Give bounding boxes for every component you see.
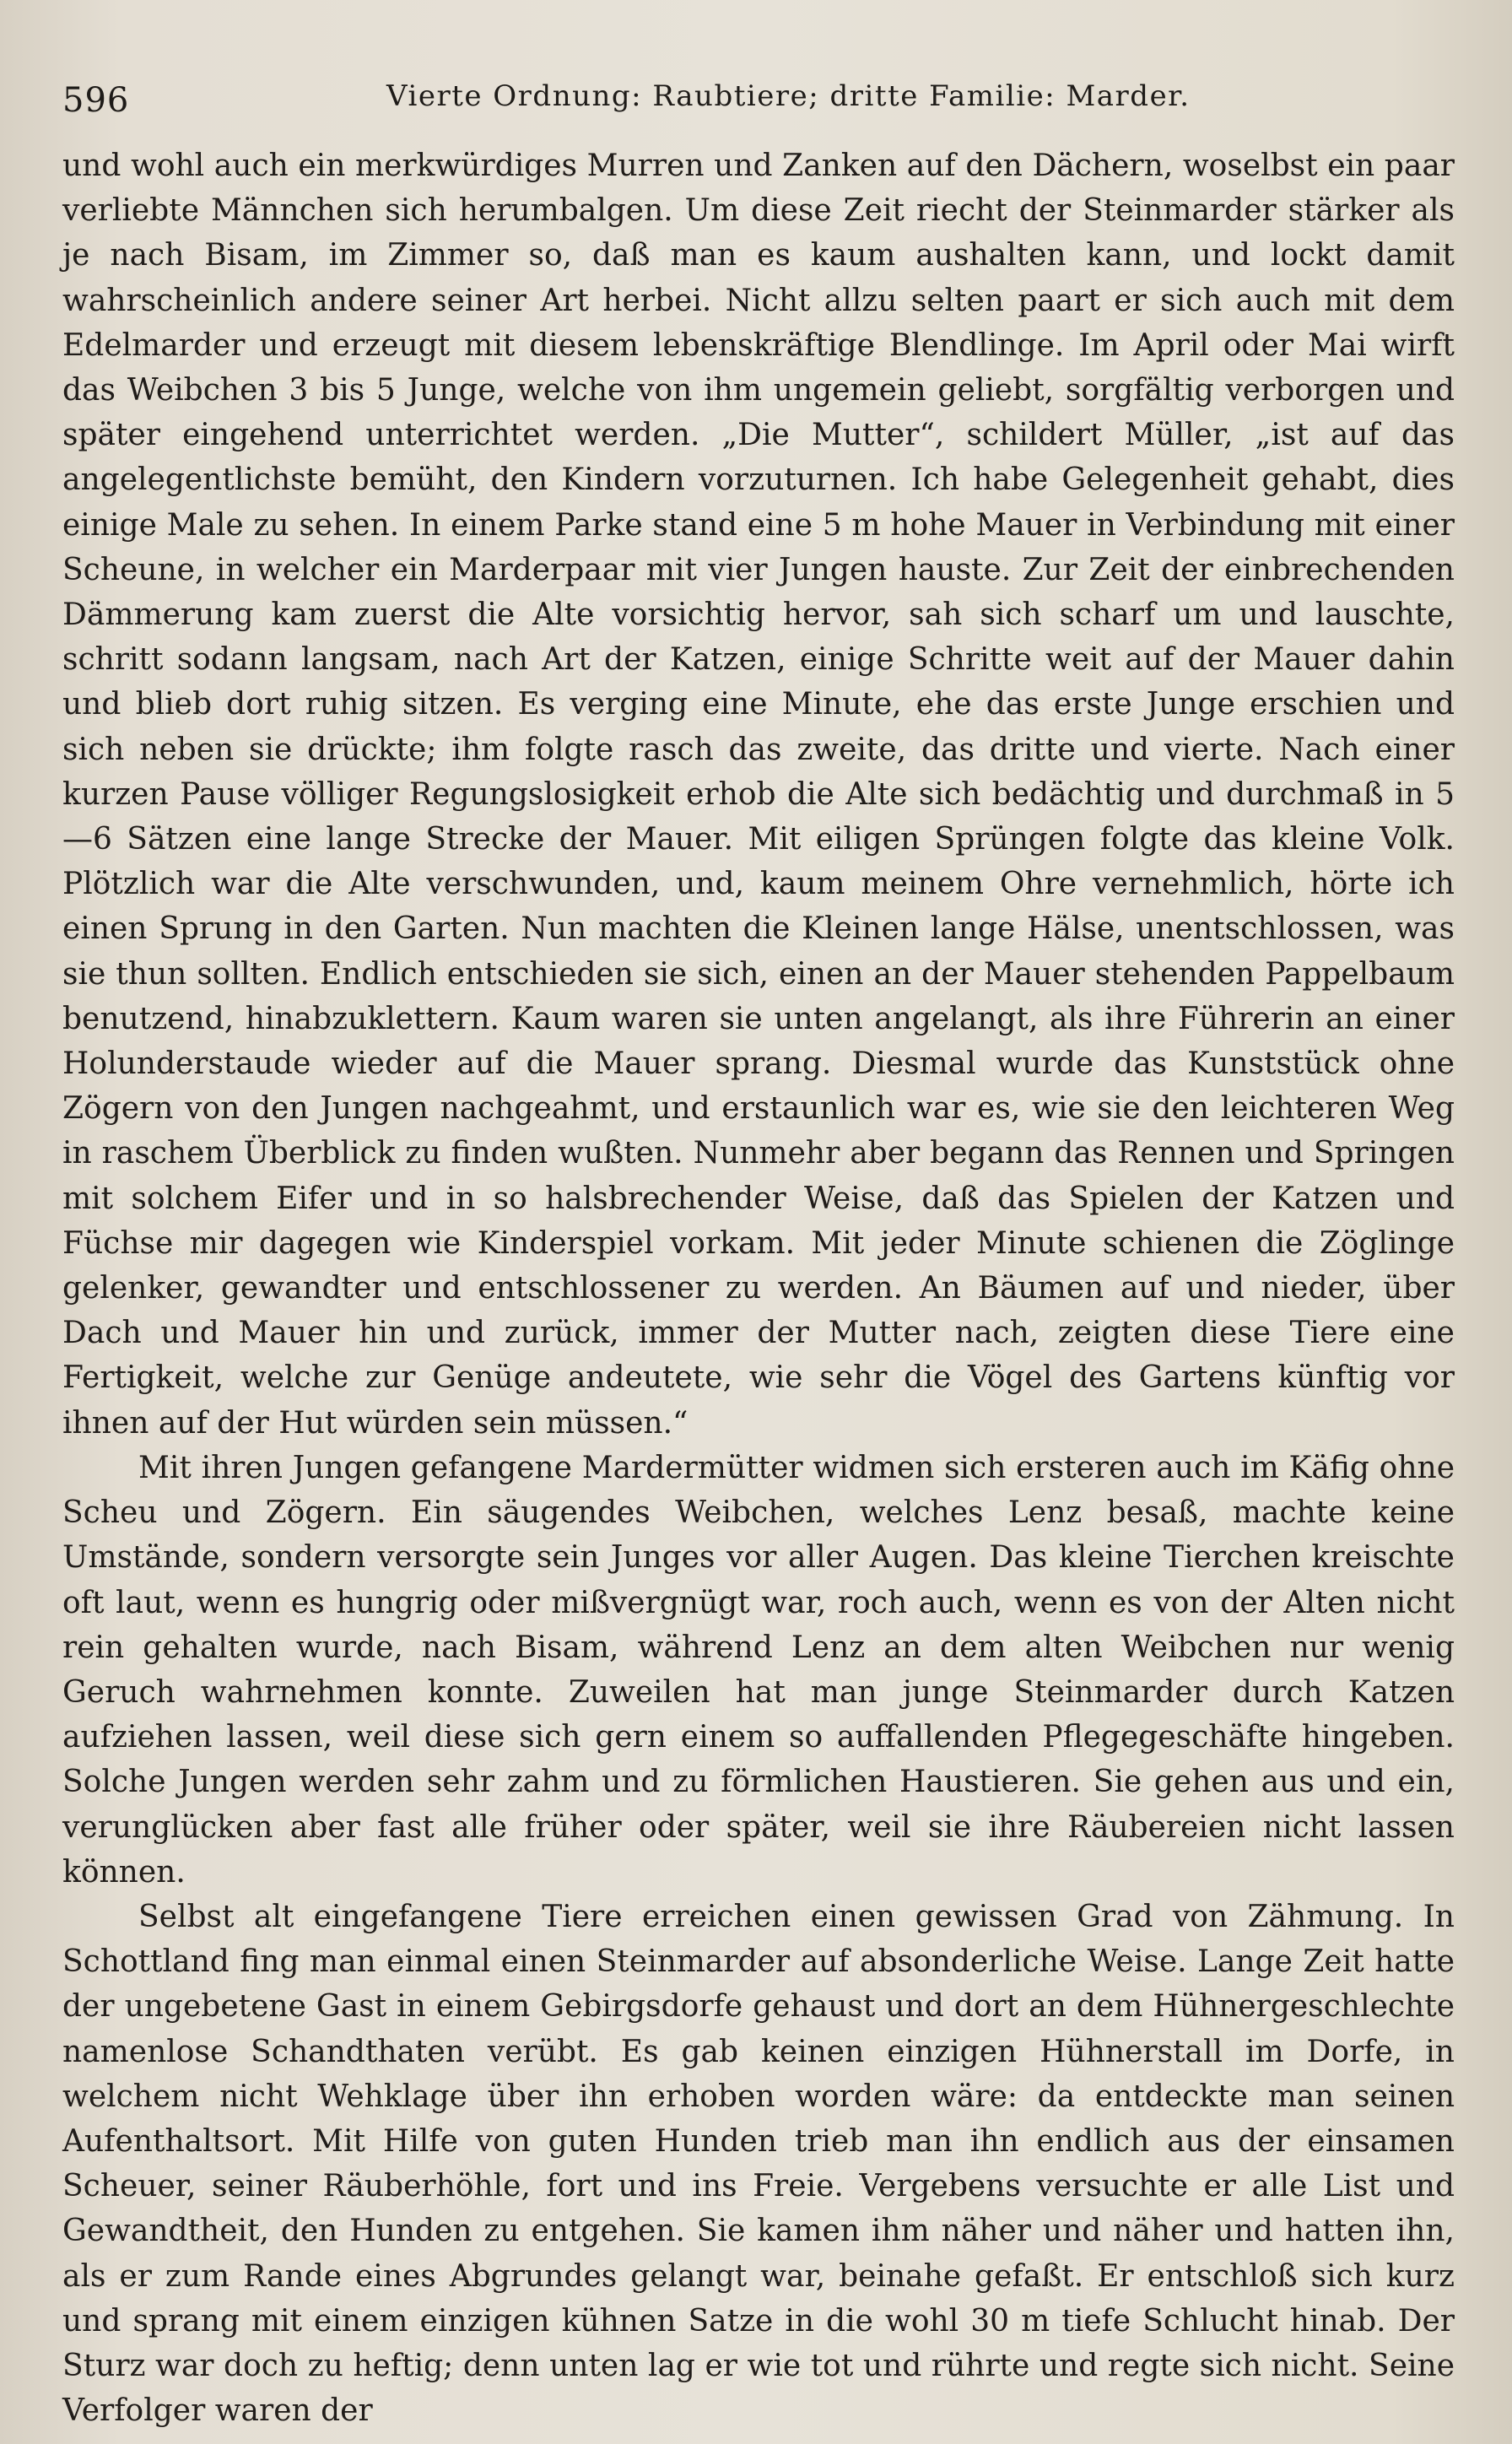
paragraph-2: Mit ihren Jungen gefangene Mardermütter widmen sich ersteren auch im Käfig ohne Scheu und Zögern. Ein säugendes Weibchen, welches Lenz besaß, machte keine Umstände, sondern versorgte sein Junges vor aller Augen. Das kleine Tierchen kreischte oft laut, wenn es hungrig oder mißvergnügt war, roch auch, wenn es von der Alten nicht rein gehalten wurde, nach Bisam, während Lenz an dem alten Weibchen nur wenig Geruch wahrnehmen konnte. Zuweilen hat man junge Steinmarder durch Katzen aufziehen lassen, weil diese sich gern einem so auffallenden Pflegegeschäfte hingeben. Solche Jungen werden sehr zahm und zu förmlichen Haustieren. Sie gehen aus und ein, verunglücken aber fast alle früher oder später, weil sie ihre Räubereien nicht lassen können. [62,1450,1455,1890]
paragraph-3: Selbst alt eingefangene Tiere erreichen einen gewissen Grad von Zähmung. In Schottland fing man einmal einen Steinmarder auf absonderliche Weise. Lange Zeit hatte der ungebetene Gast in einem Gebirgsdorfe gehaust und dort an dem Hühnergeschlechte namenlose Schandthaten verübt. Es gab keinen einzigen Hühnerstall im Dorfe, in welchem nicht Wehklage über ihn erhoben worden wäre: da entdeckte man seinen Aufenthaltsort. Mit Hilfe von guten Hunden trieb man ihn endlich aus der einsamen Scheuer, seiner Räuberhöhle, fort und ins Freie. Vergebens versuchte er alle List und Gewandtheit, den Hunden zu entgehen. Sie kamen ihm näher und näher und hatten ihn, als er zum Rande eines Abgrundes gelangt war, beinahe gefaßt. Er entschloß sich kurz und sprang mit einem einzigen kühnen Satze in die wohl 30 m tiefe Schlucht hinab. Der Sturz war doch zu heftig; denn unten lag er wie tot und rührte und regte sich nicht. Seine Verfolger waren der [62,1899,1455,2429]
running-head: Vierte Ordnung: Raubtiere; dritte Familie: Marder. [386,79,1191,113]
page-number: 596 [62,81,130,120]
body-text [62,143,1455,2433]
paragraph-1: und wohl auch ein merkwürdiges Murren und Zanken auf den Dächern, woselbst ein paar verliebte Männchen sich herumbalgen. Um diese Zeit riecht der Steinmarder stärker als je nach Bisam, im Zimmer so, daß man es kaum aushalten kann, und lockt damit wahrscheinlich andere seiner Art herbei. Nicht allzu selten paart er sich auch mit dem Edelmarder und erzeugt mit diesem lebenskräftige Blendlinge. Im April oder Mai wirft das Weibchen 3 bis 5 Junge, welche von ihm ungemein geliebt, sorgfältig verborgen und später eingehend unterrichtet werden. „Die Mutter“, schildert Müller, „ist auf das angelegentlichste bemüht, den Kindern vorzuturnen. Ich habe Gelegenheit gehabt, dies einige Male zu sehen. In einem Parke stand eine 5 m hohe Mauer in Verbindung mit einer Scheune, in welcher ein Marderpaar mit vier Jungen hauste. Zur Zeit der einbrechenden Dämmerung kam zuerst die Alte vorsichtig hervor, sah sich scharf um und lauschte, schritt sodann langsam, nach Art der Katzen, einige Schritte weit auf der Mauer dahin und blieb dort ruhig sitzen. Es verging eine Minute, ehe das erste Junge erschien und sich neben sie drückte; ihm folgte rasch das zweite, das dritte und vierte. Nach einer kurzen Pause völliger Regungslosigkeit erhob die Alte sich bedächtig und durchmaß in 5—6 Sätzen eine lange Strecke der Mauer. Mit eiligen Sprüngen folgte das kleine Volk. Plötzlich war die Alte verschwunden, und, kaum meinem Ohre vernehmlich, hörte ich einen Sprung in den Garten. Nun machten die Kleinen lange Hälse, unentschlossen, was sie thun sollten. Endlich entschieden sie sich, einen an der Mauer stehenden Pappelbaum benutzend, hinabzuklettern. Kaum waren sie unten angelangt, als ihre Führerin an einer Holunderstaude wieder auf die Mauer sprang. Diesmal wurde das Kunststück ohne Zögern von den Jungen nachgeahmt, und erstaunlich war es, wie sie den leichteren Weg in raschem Überblick zu finden wußten. Nunmehr aber begann das Rennen und Springen mit solchem Eifer und in so halsbrechender Weise, daß das Spielen der Katzen und Füchse mir dagegen wie Kinderspiel vorkam. Mit jeder Minute schienen die Zöglinge gelenker, gewandter und entschlossener zu werden. An Bäumen auf und nieder, über Dach und Mauer hin und zurück, immer der Mutter nach, zeigten diese Tiere eine Fertigkeit, welche zur Genüge andeutete, wie sehr die Vögel des Gartens künftig vor ihnen auf der Hut würden sein müssen.“ [62,149,1455,1441]
page-header [62,74,1455,125]
